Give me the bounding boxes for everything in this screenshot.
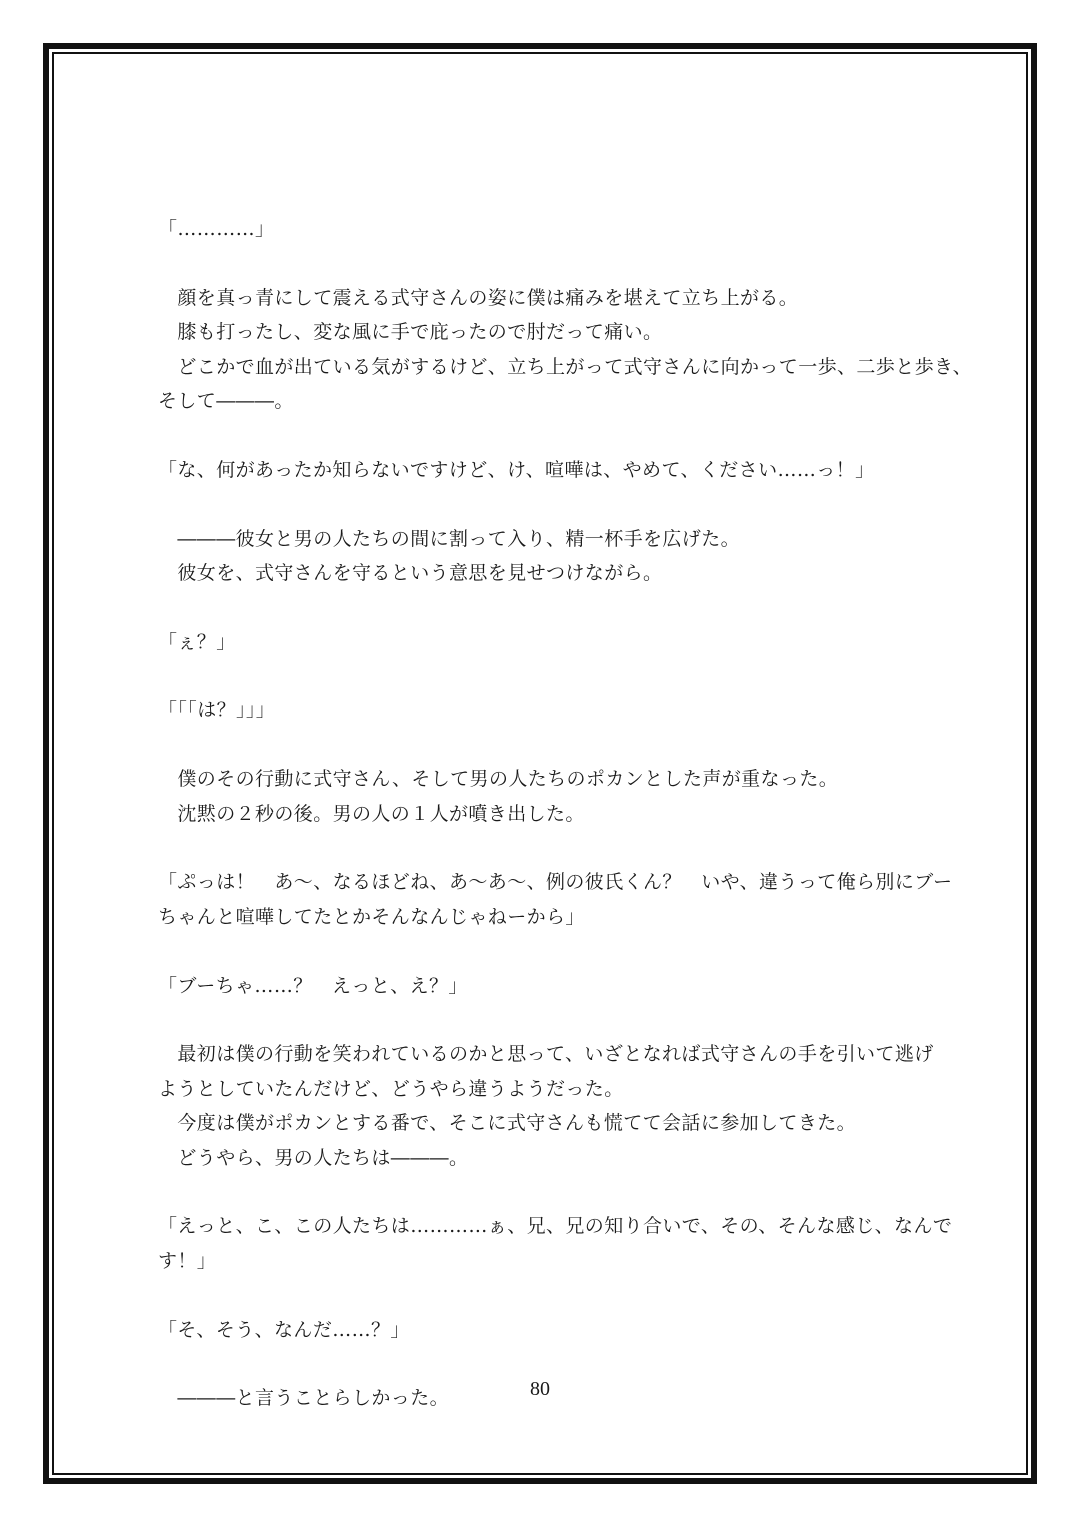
- text-line: 膝も打ったし、変な風に手で庇ったので肘だって痛い。: [158, 321, 663, 344]
- text-line: 僕のその行動に式守さん、そして男の人たちのポカンとした声が重なった。: [158, 768, 839, 791]
- page-number: 80: [530, 1378, 550, 1400]
- text-line: 沈黙の２秒の後。男の人の１人が噴き出した。: [158, 802, 585, 825]
- text-line: 「ブーちゃ……？ えっと、え？」: [158, 974, 468, 997]
- text-line: どうやら、男の人たちは―――。: [158, 1146, 469, 1169]
- text-line: 「…………」: [158, 218, 275, 240]
- blank-line: [158, 831, 948, 865]
- blank-line: [158, 728, 948, 762]
- blank-line: [158, 1347, 948, 1381]
- page-text-body: [158, 212, 973, 1416]
- blank-line: [158, 590, 948, 624]
- blank-line: [158, 1278, 948, 1312]
- text-line: ―――彼女と男の人たちの間に割って入り、精一杯手を広げた。: [158, 527, 741, 550]
- text-line: 「そ、そう、なんだ……？」: [158, 1318, 410, 1341]
- text-line: どこかで血が出ている気がするけど、立ち上がって式守さんに向かって一歩、二歩と歩き、: [158, 355, 973, 378]
- blank-line: [158, 659, 948, 693]
- text-line: 最初は僕の行動を笑われているのかと思って、いざとなれば式守さんの手を引いて逃げ: [158, 1043, 934, 1066]
- text-line: 「ぇ？」: [158, 630, 236, 653]
- text-line: 「「「は？」」」: [158, 699, 276, 722]
- blank-line: [158, 1175, 948, 1209]
- text-line: 今度は僕がポカンとする番で、そこに式守さんも慌てて会話に参加してきた。: [158, 1112, 857, 1135]
- blank-line: [158, 418, 948, 452]
- text-line: ようとしていたんだけど、どうやら違うようだった。: [158, 1077, 624, 1100]
- text-line: す！」: [158, 1249, 217, 1272]
- blank-line: [158, 487, 948, 521]
- text-line: 「ぷっは！ あ～、なるほどね、あ～あ～、例の彼氏くん？ いや、違うって俺ら別にブー: [158, 871, 953, 894]
- text-line: 「な、何があったか知らないですけど、け、喧嘩は、やめて、ください……っ！」: [158, 458, 875, 481]
- blank-line: [158, 934, 948, 968]
- text-line: 顔を真っ青にして震える式守さんの姿に僕は痛みを堪えて立ち上がる。: [158, 286, 799, 309]
- text-line: そして―――。: [158, 389, 294, 412]
- text-line: 彼女を、式守さんを守るという意思を見せつけながら。: [158, 561, 663, 584]
- text-line: ちゃんと喧嘩してたとかそんなんじゃねーから」: [158, 905, 585, 928]
- blank-line: [158, 1003, 948, 1037]
- blank-line: [158, 246, 948, 280]
- text-line: 「えっと、こ、この人たちは…………ぁ、兄、兄の知り合いで、その、そんな感じ、なんで: [158, 1215, 953, 1238]
- text-line: ―――と言うことらしかった。: [158, 1387, 450, 1410]
